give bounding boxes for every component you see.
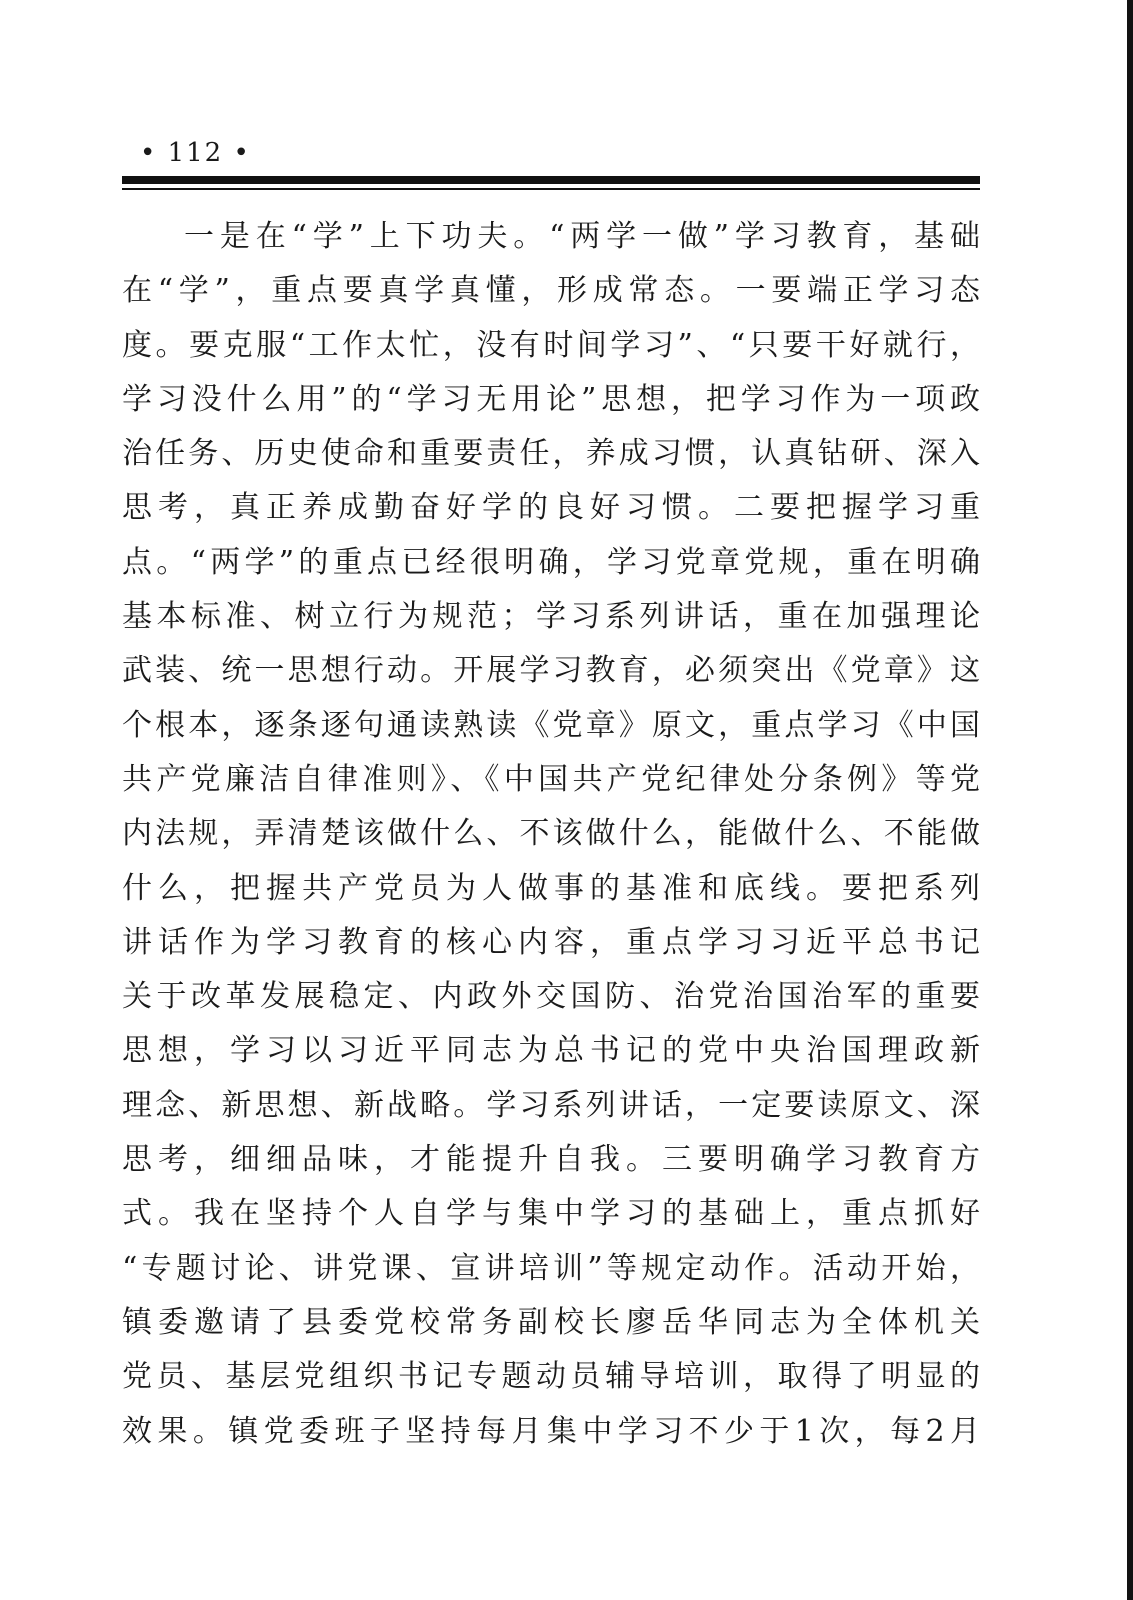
text-line: 武装、统一思想行动。开展学习教育，必须突出《党章》这 — [122, 653, 980, 689]
text-line: 思考，真正养成勤奋好学的良好习惯。二要把握学习重 — [122, 490, 980, 526]
scan-edge — [1127, 0, 1133, 1600]
text-line: 基本标准、树立行为规范；学习系列讲话，重在加强理论 — [122, 599, 980, 635]
text-line: 内法规，弄清楚该做什么、不该做什么，能做什么、不能做 — [122, 816, 980, 852]
text-line: 点。“两学”的重点已经很明确，学习党章党规，重在明确 — [122, 544, 980, 580]
text-line: 学习没什么用”的“学习无用论”思想，把学习作为一项政 — [122, 381, 980, 417]
text-line: 关于改革发展稳定、内政外交国防、治党治国治军的重要 — [122, 979, 980, 1015]
body-text — [122, 210, 980, 1459]
text-line: “专题讨论、讲党课、宣讲培训”等规定动作。活动开始， — [122, 1250, 980, 1286]
text-line: 共产党廉洁自律准则》、《中国共产党纪律处分条例》等党 — [122, 761, 980, 797]
text-line: 式。我在坚持个人自学与集中学习的基础上，重点抓好 — [122, 1196, 980, 1232]
header-rule-thick — [122, 176, 980, 184]
header-rule-thin — [122, 188, 980, 190]
text-line: 治任务、历史使命和重要责任，养成习惯，认真钻研、深入 — [122, 436, 980, 472]
text-line: 个根本，逐条逐句通读熟读《党章》原文，重点学习《中国 — [122, 707, 980, 743]
text-line: 什么，把握共产党员为人做事的基准和底线。要把系列 — [122, 870, 980, 906]
text-line: 效果。镇党委班子坚持每月集中学习不少于1次，每2月 — [122, 1413, 980, 1449]
text-line: 讲话作为学习教育的核心内容，重点学习习近平总书记 — [122, 924, 980, 960]
text-line: 党员、基层党组织书记专题动员辅导培训，取得了明显的 — [122, 1359, 980, 1395]
page-number: • 112 • — [140, 138, 251, 168]
text-line: 在“学”，重点要真学真懂，形成常态。一要端正学习态 — [122, 273, 980, 309]
text-line: 度。要克服“工作太忙，没有时间学习”、“只要干好就行， — [122, 327, 980, 363]
text-line: 思想，学习以习近平同志为总书记的党中央治国理政新 — [122, 1033, 980, 1069]
text-line: 理念、新思想、新战略。学习系列讲话，一定要读原文、深 — [122, 1087, 980, 1123]
text-line: 一是在“学”上下功夫。“两学一做”学习教育，基础 — [184, 219, 980, 254]
text-line: 镇委邀请了县委党校常务副校长廖岳华同志为全体机关 — [122, 1304, 980, 1340]
text-line: 思考，细细品味，才能提升自我。三要明确学习教育方 — [122, 1142, 980, 1178]
